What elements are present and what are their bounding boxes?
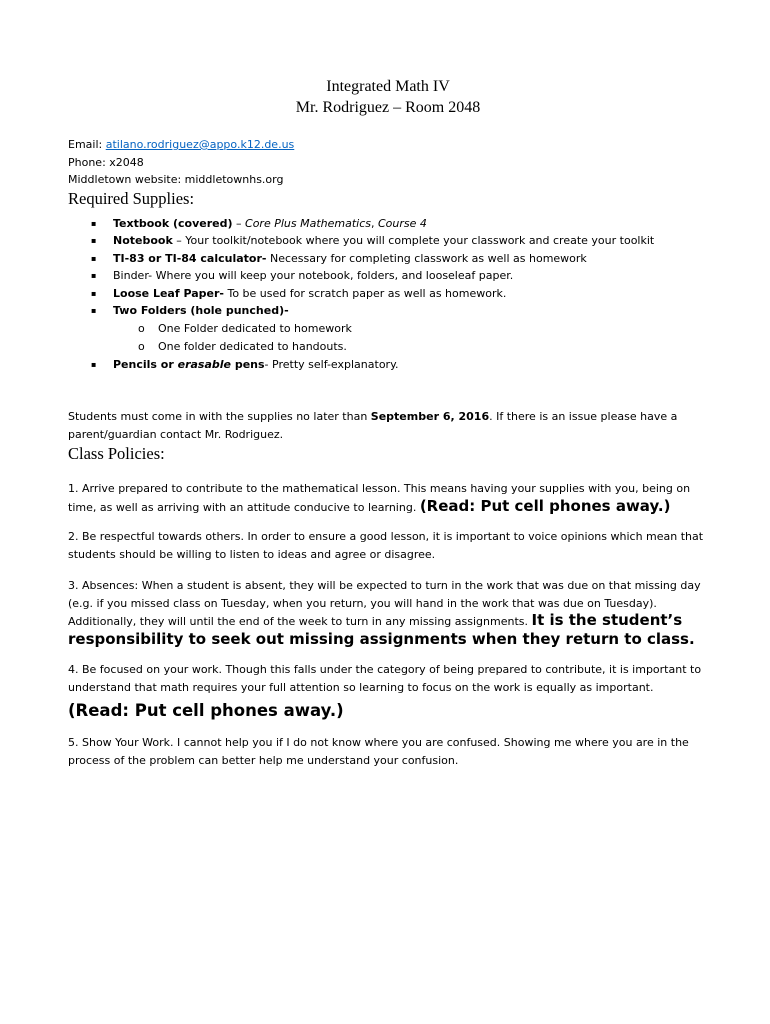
item-bold: pens [231, 357, 265, 371]
policy-text: 5. Show Your Work. I cannot help you if I do not know where you are confused. Showing me where you are in the process of the problem can better help me understand your confusion. [68, 736, 689, 767]
contact-info [68, 136, 708, 189]
supplies-list [68, 215, 708, 374]
item-text: – [232, 216, 246, 230]
sub-item-text: One Folder dedicated to homework [158, 321, 352, 335]
policies-heading: Class Policies: [68, 444, 165, 463]
circle-bullet-icon: o [138, 321, 145, 335]
deadline-text: Students must come in with the supplies no later than [68, 410, 371, 423]
policy-4 [68, 661, 708, 722]
deadline-text: . If there is an issue please have a parent/guardian contact Mr. Rodriguez. [68, 410, 678, 441]
item-text: To be used for scratch paper as well as homework. [223, 286, 507, 300]
list-item [91, 285, 708, 303]
list-item [91, 215, 708, 233]
item-text: Binder- Where you will keep your notebook, folders, and looseleaf paper. [113, 269, 514, 282]
policy-5 [68, 734, 708, 769]
sub-list-item [138, 320, 708, 338]
sub-item-text: One folder dedicated to handouts. [158, 339, 347, 353]
list-item [91, 356, 708, 374]
sub-list-item [138, 338, 708, 356]
email-line [68, 136, 708, 154]
list-item [91, 232, 708, 250]
list-item [91, 267, 708, 285]
square-bullet-icon: ▪ [91, 359, 97, 369]
course-title: Integrated Math IV [326, 78, 450, 95]
email-link[interactable]: atilano.rodriguez@appo.k12.de.us [105, 138, 295, 151]
policy-text: 2. Be respectful towards others. In order to ensure a good lesson, it is important to voice opinions which mean that students should be willing to listen to ideas and agree or disagree. [68, 530, 704, 561]
document-page [68, 76, 708, 769]
item-italic: Core Plus Mathematics [245, 216, 371, 230]
folder-sublist [113, 320, 708, 356]
title-block [68, 76, 708, 118]
item-bold: Loose Leaf Paper- [113, 286, 224, 300]
deadline-date: September 6, 2016 [370, 410, 490, 423]
supplies-deadline [68, 408, 708, 444]
square-bullet-icon: ▪ [91, 236, 97, 245]
square-bullet-icon: ▪ [91, 218, 97, 228]
policy-text: 1. Arrive prepared to contribute to the mathematical lesson. This means having your supplies with you, being on time, as well as arriving with an attitude conducive to learning. [68, 482, 691, 514]
item-bold: Two Folders (hole punched)- [113, 304, 289, 317]
policy-emphasis: It is the student’s responsibility to seek out missing assignments when they return to class. [68, 611, 695, 648]
list-item [91, 302, 708, 356]
item-text: Necessary for completing classwork as well as homework [266, 251, 587, 265]
policy-emphasis: (Read: Put cell phones away.) [68, 701, 344, 720]
item-bold-italic: erasable [177, 357, 231, 371]
square-bullet-icon: ▪ [91, 288, 97, 298]
square-bullet-icon: ▪ [91, 306, 97, 315]
policy-2 [68, 528, 708, 563]
item-text: - Pretty self-explanatory. [264, 357, 399, 371]
policy-emphasis: (Read: Put cell phones away.) [419, 496, 671, 515]
supplies-heading: Required Supplies: [68, 188, 195, 208]
item-bold: TI-83 or TI-84 calculator- [113, 251, 267, 265]
square-bullet-icon: ▪ [91, 253, 97, 263]
circle-bullet-icon: o [138, 339, 145, 353]
policy-3 [68, 577, 708, 649]
policy-text: 4. Be focused on your work. Though this falls under the category of being prepared to contribute, it is important to understand that math requires your full attention so learning to focus on the work is equally as important. [68, 663, 702, 694]
phone-line: Phone: x2048 [68, 155, 144, 169]
email-label: Email: [68, 138, 106, 151]
item-bold: Pencils or [113, 357, 178, 371]
list-item [91, 250, 708, 268]
square-bullet-icon: ▪ [91, 271, 97, 280]
teacher-room: Mr. Rodriguez – Room 2048 [295, 99, 481, 116]
item-bold: Textbook (covered) [113, 216, 233, 230]
item-text: , [371, 216, 378, 230]
item-text: – Your toolkit/notebook where you will complete your classwork and create your toolkit [172, 234, 655, 247]
website-line: Middletown website: middletownhs.org [68, 173, 284, 186]
policy-text: 3. Absences: When a student is absent, they will be expected to turn in the work that was due on that missing day (e.g. if you missed class on Tuesday, when you return, you will hand in the work that was due on Tuesday). Additionally, they will until the end of the week to turn in any missing assignments. [68, 579, 701, 628]
policy-1 [68, 480, 708, 516]
item-bold: Notebook [113, 234, 173, 247]
item-italic: Course 4 [378, 216, 427, 230]
